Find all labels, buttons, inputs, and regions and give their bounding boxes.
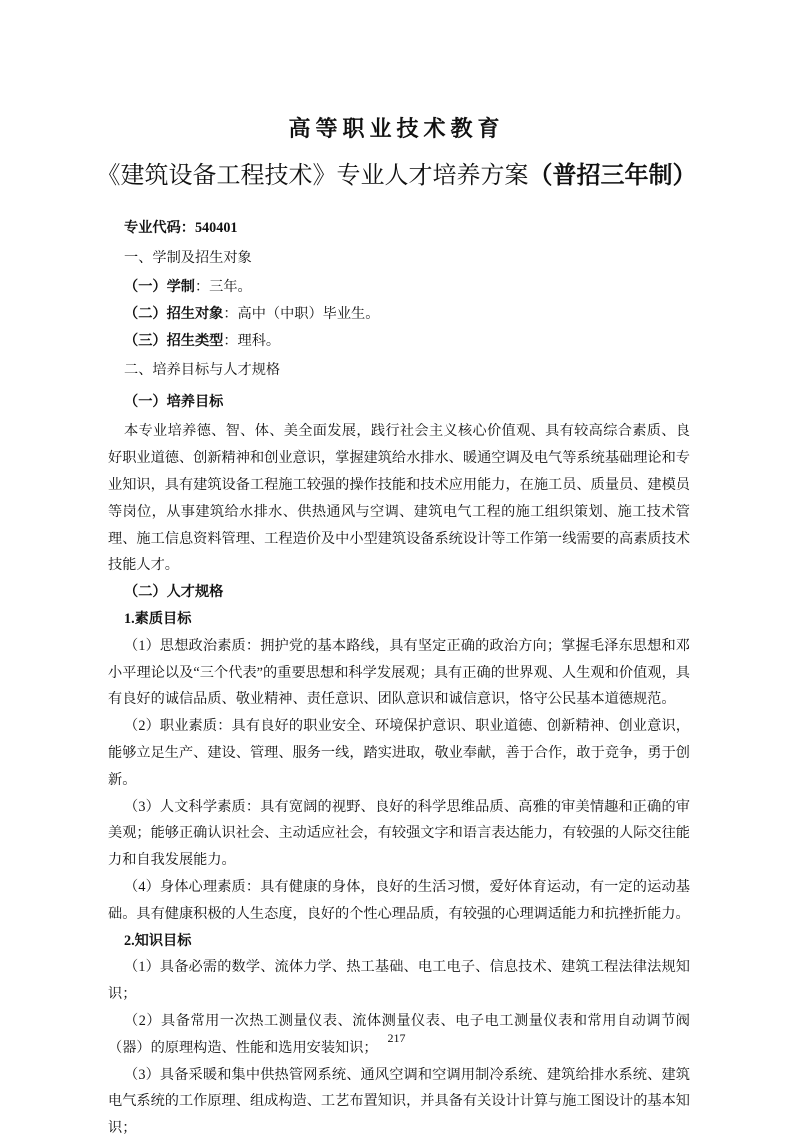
knowledge-item: （1）具备必需的数学、流体力学、热工基础、电工电子、信息技术、建筑工程法律法规知识； xyxy=(108,959,690,1003)
subtitle-enrollment-type: （普招三年制） xyxy=(528,163,697,189)
knowledge-heading: 2.知识目标 xyxy=(124,932,192,949)
quality-item: （2）职业素质：具有良好的职业安全、环境保护意识、职业道德、创新精神、创业意识，能够立足生产、建设、管理、服务一线，踏实进取，敬业奉献，善于合作，敢于竞争，勇于创新。 xyxy=(108,718,690,788)
knowledge-item: （2）具备常用一次热工测量仪表、流体测量仪表、电子电工测量仪表和常用自动调节阀（器）的原理构造、性能和选用安装知识； xyxy=(108,1012,690,1056)
section-body xyxy=(108,214,690,1142)
section-heading-2: 二、培养目标与人才规格 xyxy=(124,362,281,379)
document-subtitle xyxy=(0,155,793,190)
knowledge-item: （3）具备采暖和集中供热管网系统、通风空调和空调用制冷系统、建筑给排水系统、建筑电气系统的工作原理、组成构造、工艺布置知识，并具备有关设计计算与施工图设计的基本知识； xyxy=(108,1066,690,1137)
subheading-specs: （二）人才规格 xyxy=(124,584,224,601)
quality-item: （3）人文科学素质：具有宽阔的视野、良好的科学思维品质、高雅的审美情趣和正确的审美观；能够正确认识社会、主动适应社会，有较强文字和语言表达能力，有较强的人际交往能力和自我发展能力。 xyxy=(108,798,690,869)
document-title: 高等职业技术教育 xyxy=(288,116,505,141)
quality-item: （4）身体心理素质：具有健康的身体，良好的生活习惯，爱好体育运动，有一定的运动基础。具有健康积极的人生态度，良好的个性心理品质，有较强的心理调适能力和抗挫折能力。 xyxy=(108,878,690,922)
item-enrollment-target: （二）招生对象：高中（中职）毕业生。 xyxy=(124,305,380,322)
subtitle-main: 《建筑设备工程技术》专业人才培养方案 xyxy=(96,163,529,189)
page-number: 217 xyxy=(387,1031,406,1045)
section-heading-1: 一、学制及招生对象 xyxy=(124,250,252,266)
item-duration: （一）学制：三年。 xyxy=(124,279,252,295)
subheading-goals: （一）培养目标 xyxy=(124,394,224,411)
item-enrollment-type: （三）招生类型：理科。 xyxy=(124,332,281,349)
major-code: 专业代码：540401 xyxy=(124,220,238,236)
quality-heading: 1.素质目标 xyxy=(124,610,192,627)
quality-item: （1）思想政治素质：拥护党的基本路线，具有坚定正确的政治方向；掌握毛泽东思想和邓小平理论以及“三个代表”的重要思想和科学发展观；具有正确的世界观、人生观和价值观，具有良好的诚信品质、敬业精神、责任意识、团队意识和诚信意识，恪守公民基本道德规范。 xyxy=(108,637,690,708)
goal-paragraph: 本专业培养德、智、体、美全面发展，践行社会主义核心价值观、具有较高综合素质、良好职业道德、创新精神和创业意识，掌握建筑给水排水、暖通空调及电气等系统基础理论和专业知识，具有建筑设备工程施工较强的操作技能和技术应用能力，在施工员、质量员、建模员等岗位，从事建筑给水排水、供热通风与空调、建筑电气工程的施工组织策划、施工技术管理、施工信息资料管理、工程造价及中小型建筑设备系统设计等工作第一线需要的高素质技术技能人才。 xyxy=(108,423,690,574)
